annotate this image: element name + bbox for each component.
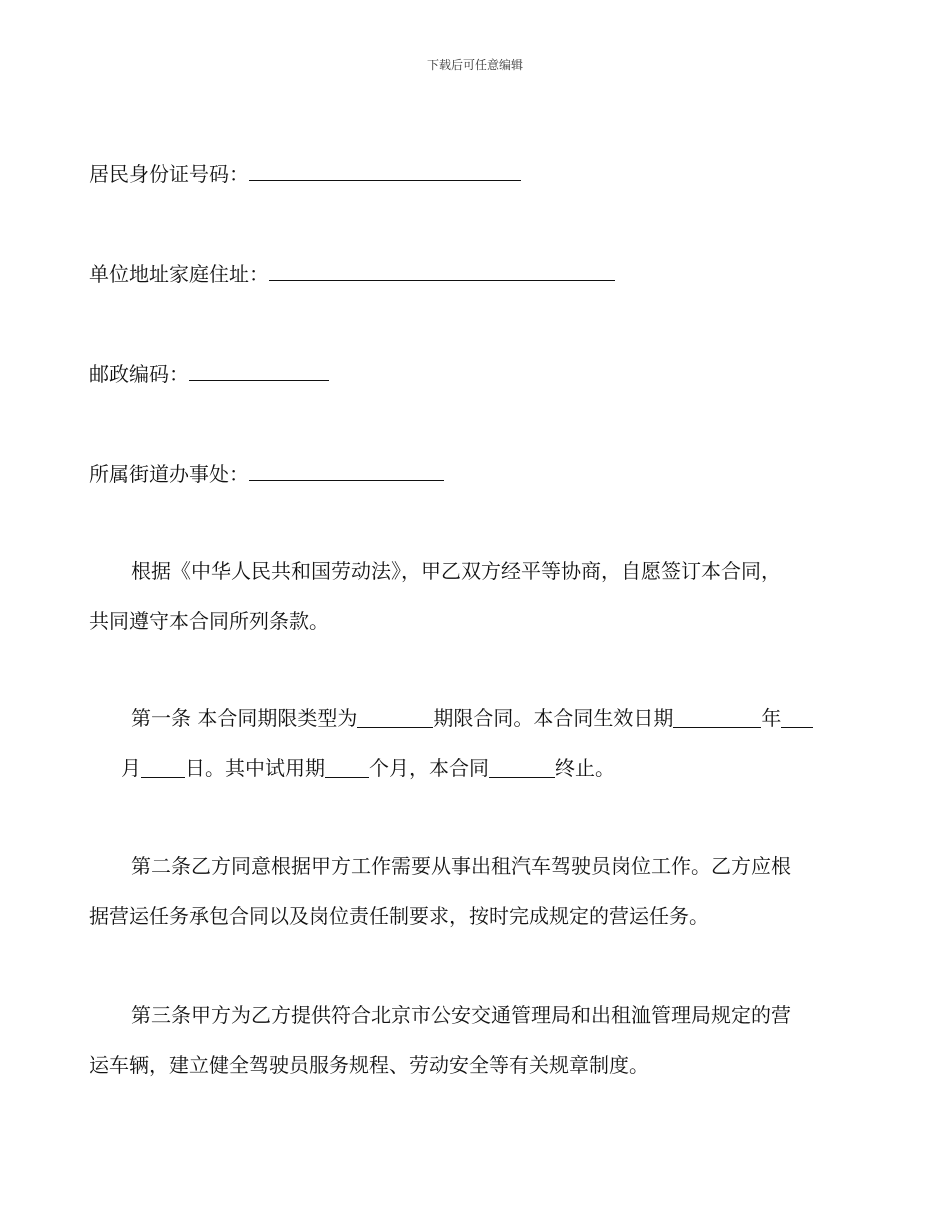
contract-type-blank <box>357 705 433 728</box>
article-1-text-c: 年 <box>761 706 782 730</box>
address-label: 单位地址家庭住址： <box>89 262 269 286</box>
effective-month-blank <box>781 705 813 728</box>
intro-line-2: 共同遵守本合同所列条款。 <box>89 609 329 633</box>
probation-months-blank <box>325 755 369 778</box>
termination-blank <box>489 755 555 778</box>
article-3 <box>89 990 864 1090</box>
postal-code-blank <box>189 360 329 381</box>
intro-paragraph <box>89 546 864 646</box>
address-blank <box>269 260 615 281</box>
id-number-blank <box>249 160 521 181</box>
street-office-label: 所属街道办事处： <box>89 462 249 486</box>
street-office-field <box>89 460 444 488</box>
article-1-text-f: 个月，本合同 <box>369 756 489 780</box>
postal-code-field <box>89 360 329 388</box>
address-field <box>89 260 615 288</box>
postal-code-label: 邮政编码： <box>89 362 189 386</box>
id-number-field <box>89 160 521 188</box>
article-1-text-a: 第一条 本合同期限类型为 <box>131 706 358 730</box>
article-1-text-d: 月 <box>121 756 141 780</box>
article-1-line-2 <box>89 743 879 793</box>
article-2 <box>89 841 864 941</box>
article-3-line-1: 第三条甲方为乙方提供符合北京市公安交通管理局和出租洫管理局规定的营 <box>131 1003 791 1027</box>
article-1 <box>89 693 879 793</box>
article-1-line-1 <box>89 693 879 743</box>
article-2-line-2: 据营运任务承包合同以及岗位责任制要求，按时完成规定的营运任务。 <box>89 904 709 928</box>
article-1-text-b: 期限合同。本合同生效日期 <box>433 706 674 730</box>
street-office-blank <box>249 460 444 481</box>
intro-line-1: 根据《中华人民共和国劳动法》，甲乙双方经平等协商，自愿签订本合同， <box>131 559 781 583</box>
page-header: 下载后可任意编辑 <box>426 58 523 72</box>
id-number-label: 居民身份证号码： <box>89 162 249 186</box>
article-1-text-e: 日。其中试用期 <box>185 756 325 780</box>
article-3-line-2: 运车辆，建立健全驾驶员服务规程、劳动安全等有关规章制度。 <box>89 1053 649 1077</box>
article-1-text-g: 终止。 <box>555 756 615 780</box>
effective-year-blank <box>673 705 761 728</box>
article-2-line-1: 第二条乙方同意根据甲方工作需要从事出租汽车驾驶员岗位工作。乙方应根 <box>131 854 791 878</box>
effective-day-blank <box>141 755 185 778</box>
